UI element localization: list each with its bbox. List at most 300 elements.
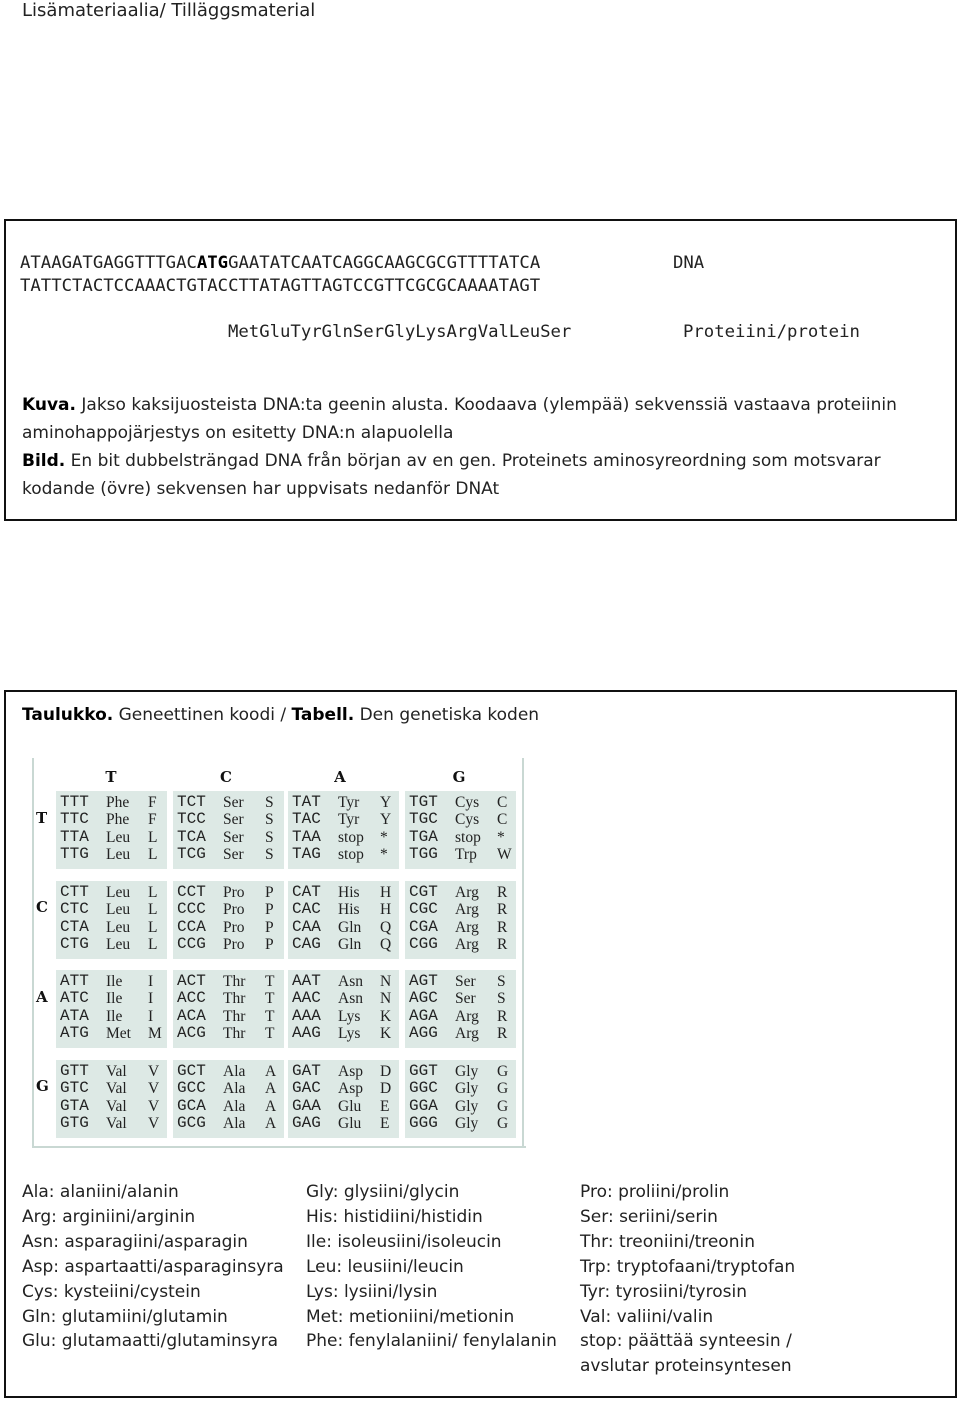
caption-sv-line2: kodande (övre) sekvensen har uppvisats nedanför DNAt — [22, 479, 500, 499]
amino-acid: Gly — [455, 1080, 479, 1098]
codon: GGA — [409, 1096, 438, 1115]
codon-row — [60, 1063, 165, 1080]
codon-row — [177, 1063, 282, 1080]
one-letter-code: D — [380, 1063, 392, 1080]
codon: TAA — [292, 827, 321, 846]
codon-row — [60, 1115, 165, 1132]
amino-acid: Arg — [455, 918, 479, 936]
codon-row — [292, 901, 397, 918]
codon-row — [177, 973, 282, 990]
amino-acid: Leu — [106, 884, 131, 901]
one-letter-code: F — [148, 811, 157, 829]
amino-acid: Thr — [223, 973, 246, 990]
one-letter-code: S — [265, 794, 274, 811]
codon-row — [409, 1115, 514, 1132]
strand-before-start: ATAAGATGAGGTTTGAC — [20, 253, 197, 273]
codon-row — [177, 1098, 282, 1115]
codon: TCA — [177, 827, 206, 846]
table-title-fi-label: Taulukko. — [22, 705, 114, 725]
row-header-first-base: A — [36, 988, 48, 1006]
codon: TTA — [60, 827, 89, 846]
amino-acid: Cys — [455, 811, 480, 829]
codon: AAA — [292, 1006, 321, 1025]
codon-row — [60, 990, 165, 1007]
amino-acid: Pro — [223, 884, 245, 901]
codon-block — [56, 1060, 167, 1138]
amino-acid: Val — [106, 1115, 127, 1133]
codon: GCG — [177, 1114, 206, 1133]
legend-item: Arg: arginiini/arginin — [22, 1206, 196, 1227]
codon-row — [292, 1115, 397, 1132]
codon: TGT — [409, 793, 438, 811]
codon-row — [292, 990, 397, 1007]
legend-item: Ser: seriini/serin — [580, 1206, 718, 1227]
codon: CTT — [60, 883, 89, 901]
one-letter-code: Q — [380, 936, 392, 954]
codon: CAC — [292, 900, 321, 919]
amino-acid: Phe — [106, 811, 130, 829]
legend-item: Thr: treoniini/treonin — [580, 1231, 755, 1252]
one-letter-code: H — [380, 884, 392, 901]
caption-swedish — [22, 447, 947, 503]
amino-acid: Ser — [223, 846, 244, 864]
codon: TCC — [177, 810, 206, 829]
amino-acid: Pro — [223, 936, 245, 954]
codon-block — [173, 970, 284, 1048]
caption-finnish — [22, 391, 947, 447]
one-letter-code: R — [497, 884, 508, 901]
codon-row — [177, 1008, 282, 1025]
codon: AGG — [409, 1024, 438, 1043]
chart-frame-right — [522, 758, 524, 1148]
codon-row — [292, 884, 397, 901]
codon: TAG — [292, 845, 321, 864]
one-letter-code: K — [380, 1007, 392, 1025]
table-title-sv: Den genetiska koden — [354, 705, 540, 725]
row-header-first-base: G — [36, 1077, 49, 1095]
codon-row — [292, 973, 397, 990]
protein-label: Proteiini/protein — [683, 322, 860, 342]
one-letter-code: T — [265, 990, 275, 1008]
column-header-second-base: A — [334, 768, 346, 786]
codon-row — [292, 1063, 397, 1080]
codon: AAT — [292, 972, 321, 990]
caption-sv-line1: En bit dubbelsträngad DNA från början av en gen. Proteinets aminosyreordning som motsvarar — [65, 451, 881, 471]
legend-item: Cys: kysteiini/cystein — [22, 1281, 201, 1302]
amino-acid: Leu — [106, 828, 131, 846]
amino-acid: Arg — [455, 901, 479, 919]
codon: CCT — [177, 883, 206, 901]
codon-row — [409, 794, 514, 811]
codon-row — [177, 919, 282, 936]
one-letter-code: A — [265, 1097, 277, 1115]
codon-row — [60, 829, 165, 846]
codon: CAG — [292, 935, 321, 954]
amino-acid: Thr — [223, 1007, 246, 1025]
codon: CGG — [409, 935, 438, 954]
legend-item: Ile: isoleusiini/isoleucin — [306, 1231, 502, 1252]
codon-row — [409, 811, 514, 828]
amino-acid: Thr — [223, 990, 246, 1008]
table-title-sv-label: Tabell. — [291, 705, 355, 725]
one-letter-code: N — [380, 990, 392, 1008]
one-letter-code: R — [497, 1007, 508, 1025]
codon: AAG — [292, 1024, 321, 1043]
dna-sequence-box — [4, 219, 957, 521]
amino-acid: Ser — [223, 794, 244, 811]
one-letter-code: L — [148, 936, 158, 954]
amino-acid: Arg — [455, 884, 479, 901]
one-letter-code: K — [380, 1025, 392, 1043]
codon-block — [173, 1060, 284, 1138]
amino-acid: Phe — [106, 794, 130, 811]
legend-item: Lys: lysiini/lysin — [306, 1281, 438, 1302]
codon-row — [60, 936, 165, 953]
one-letter-code: D — [380, 1080, 392, 1098]
legend-item: His: histidiini/histidin — [306, 1206, 483, 1227]
codon-row — [409, 1080, 514, 1097]
column-header-second-base: T — [105, 768, 117, 786]
one-letter-code: R — [497, 918, 508, 936]
amino-acid: Arg — [455, 1007, 479, 1025]
codon-row — [177, 884, 282, 901]
codon-block — [405, 881, 516, 959]
one-letter-code: G — [497, 1115, 509, 1133]
codon: GGG — [409, 1114, 438, 1133]
amino-acid: His — [338, 884, 360, 901]
caption-fi-label: Kuva. — [22, 395, 76, 415]
codon-block — [173, 791, 284, 869]
amino-acid: Thr — [223, 1025, 246, 1043]
codon-row — [60, 811, 165, 828]
codon: GCC — [177, 1079, 206, 1098]
codon-row — [177, 846, 282, 863]
one-letter-code: Y — [380, 794, 392, 811]
row-header-first-base: T — [36, 809, 48, 827]
one-letter-code: R — [497, 1025, 508, 1043]
caption-sv-label: Bild. — [22, 451, 66, 471]
codon: CCG — [177, 935, 206, 954]
codon-row — [409, 1063, 514, 1080]
codon-row — [409, 1098, 514, 1115]
dna-label: DNA — [673, 253, 705, 273]
one-letter-code: * — [380, 828, 388, 846]
legend-item: Pro: proliini/prolin — [580, 1182, 730, 1202]
codon: GAA — [292, 1096, 321, 1115]
codon-row — [177, 936, 282, 953]
amino-acid: stop — [338, 828, 364, 846]
codon-block — [405, 970, 516, 1048]
codon-row — [292, 794, 397, 811]
one-letter-code: R — [497, 936, 508, 954]
one-letter-code: * — [380, 846, 388, 864]
codon-block — [56, 791, 167, 869]
table-title — [22, 705, 539, 725]
amino-acid: Asp — [338, 1063, 363, 1080]
amino-acid: Ile — [106, 1007, 123, 1025]
legend-item: avslutar proteinsyntesen — [580, 1356, 792, 1377]
one-letter-code: T — [265, 1007, 275, 1025]
one-letter-code: P — [265, 884, 274, 901]
amino-acid: Ile — [106, 990, 123, 1008]
codon-row — [177, 811, 282, 828]
legend-column-1 — [22, 1180, 284, 1354]
amino-acid: Ser — [455, 973, 476, 990]
codon: GTC — [60, 1079, 89, 1098]
one-letter-code: A — [265, 1063, 277, 1080]
one-letter-code: V — [148, 1063, 160, 1080]
codon-row — [292, 936, 397, 953]
dna-strand-coding — [20, 252, 540, 274]
codon-row — [60, 794, 165, 811]
amino-acid: Lys — [338, 1025, 361, 1043]
codon: ACG — [177, 1024, 206, 1043]
legend-item: Gly: glysiini/glycin — [306, 1182, 460, 1202]
codon-row — [60, 901, 165, 918]
codon: GTA — [60, 1096, 89, 1115]
legend-column-2 — [306, 1180, 557, 1354]
codon-row — [409, 829, 514, 846]
amino-acid: Gly — [455, 1063, 479, 1080]
legend-item: Asn: asparagiini/asparagin — [22, 1231, 248, 1252]
one-letter-code: S — [265, 846, 274, 864]
one-letter-code: G — [497, 1080, 509, 1098]
amino-acid: Leu — [106, 936, 131, 954]
one-letter-code: W — [497, 846, 512, 864]
amino-acid: Asn — [338, 973, 363, 990]
codon-block — [405, 1060, 516, 1138]
codon-row — [409, 990, 514, 1007]
amino-acid: Trp — [455, 846, 477, 864]
one-letter-code: A — [265, 1115, 277, 1133]
codon: CGT — [409, 883, 438, 901]
column-header-second-base: G — [452, 768, 466, 786]
codon: CGA — [409, 917, 438, 936]
codon-block — [173, 881, 284, 959]
amino-acid: Cys — [455, 794, 480, 811]
legend-item: Val: valiini/valin — [580, 1306, 714, 1327]
row-header-first-base: C — [36, 898, 48, 916]
one-letter-code: I — [148, 990, 154, 1008]
one-letter-code: S — [265, 811, 274, 829]
one-letter-code: S — [265, 828, 274, 846]
amino-acid: Lys — [338, 1007, 361, 1025]
one-letter-code: L — [148, 846, 158, 864]
one-letter-code: P — [265, 901, 274, 919]
amino-acid: Leu — [106, 901, 131, 919]
codon-row — [177, 901, 282, 918]
one-letter-code: L — [148, 828, 158, 846]
one-letter-code: Q — [380, 918, 392, 936]
codon: GTG — [60, 1114, 89, 1133]
codon: GAT — [292, 1062, 321, 1080]
codon-block — [56, 881, 167, 959]
amino-acid: Gln — [338, 936, 362, 954]
legend-item: Phe: fenylalaniini/ fenylalanin — [306, 1331, 557, 1352]
codon: CCC — [177, 900, 206, 919]
codon-row — [292, 811, 397, 828]
chart-frame-left — [32, 758, 34, 1148]
codon: CGC — [409, 900, 438, 919]
legend-item: Asp: aspartaatti/asparaginsyra — [22, 1256, 284, 1277]
codon: AGA — [409, 1006, 438, 1025]
amino-acid: Arg — [455, 936, 479, 954]
one-letter-code: P — [265, 918, 274, 936]
amino-acid: Asp — [338, 1080, 363, 1098]
codon-row — [60, 846, 165, 863]
one-letter-code: V — [148, 1097, 160, 1115]
protein-sequence: MetGluTyrGlnSerGlyLysArgValLeuSer — [228, 322, 572, 342]
codon-row — [409, 1025, 514, 1042]
codon: GGC — [409, 1079, 438, 1098]
codon: GAC — [292, 1079, 321, 1098]
one-letter-code: I — [148, 973, 154, 990]
one-letter-code: M — [148, 1025, 162, 1043]
codon: ACC — [177, 989, 206, 1008]
codon: TTT — [60, 793, 89, 811]
amino-acid: Tyr — [338, 794, 360, 811]
codon-row — [409, 846, 514, 863]
codon: TTG — [60, 845, 89, 864]
amino-acid: Leu — [106, 846, 131, 864]
legend-item: Leu: leusiini/leucin — [306, 1256, 464, 1277]
codon: GTT — [60, 1062, 89, 1080]
amino-acid: Ser — [223, 811, 244, 829]
codon-row — [60, 1025, 165, 1042]
one-letter-code: E — [380, 1115, 390, 1133]
codon-row — [292, 846, 397, 863]
codon: GGT — [409, 1062, 438, 1080]
codon-row — [409, 936, 514, 953]
legend-item: stop: päättää synteesin / — [580, 1331, 792, 1352]
codon-row — [292, 1080, 397, 1097]
codon: ACT — [177, 972, 206, 990]
codon-row — [177, 1080, 282, 1097]
codon-row — [409, 884, 514, 901]
legend-item: Tyr: tyrosiini/tyrosin — [580, 1281, 747, 1302]
one-letter-code: G — [497, 1063, 509, 1080]
codon-row — [60, 919, 165, 936]
one-letter-code: C — [497, 811, 508, 829]
one-letter-code: I — [148, 1007, 154, 1025]
codon: GCT — [177, 1062, 206, 1080]
amino-acid: Ser — [223, 828, 244, 846]
codon: CAA — [292, 917, 321, 936]
codon: CCA — [177, 917, 206, 936]
amino-acid: Arg — [455, 1025, 479, 1043]
codon: CTA — [60, 917, 89, 936]
amino-acid: Pro — [223, 901, 245, 919]
amino-acid: Gln — [338, 918, 362, 936]
amino-acid: Pro — [223, 918, 245, 936]
codon: TCT — [177, 793, 206, 811]
amino-acid: stop — [455, 828, 481, 846]
amino-acid: Glu — [338, 1097, 362, 1115]
one-letter-code: S — [497, 990, 506, 1008]
codon-row — [409, 919, 514, 936]
one-letter-code: G — [497, 1097, 509, 1115]
legend-column-3 — [580, 1180, 795, 1379]
one-letter-code: L — [148, 901, 158, 919]
legend-item: Gln: glutamiini/glutamin — [22, 1306, 228, 1327]
one-letter-code: A — [265, 1080, 277, 1098]
codon: ACA — [177, 1006, 206, 1025]
chart-frame-bottom — [32, 1146, 526, 1148]
one-letter-code: S — [497, 973, 506, 990]
amino-acid: Val — [106, 1080, 127, 1098]
codon-row — [60, 1008, 165, 1025]
caption-fi-line1: Jakso kaksijuosteista DNA:ta geenin alusta. Koodaava (ylempää) sekvenssiä vastaava proteiinin — [76, 395, 897, 415]
strand-after-start: GAATATCAATCAGGCAAGCGCGTTTTATCA — [228, 253, 541, 273]
codon-row — [177, 829, 282, 846]
codon: TGC — [409, 810, 438, 829]
codon-block — [288, 970, 399, 1048]
codon: GCA — [177, 1096, 206, 1115]
codon: TAC — [292, 810, 321, 829]
codon-row — [177, 990, 282, 1007]
codon-row — [409, 1008, 514, 1025]
one-letter-code: E — [380, 1097, 390, 1115]
page-header: Lisämateriaalia/ Tilläggsmaterial — [22, 0, 316, 21]
one-letter-code: P — [265, 936, 274, 954]
codon-row — [60, 1080, 165, 1097]
codon: TAT — [292, 793, 321, 811]
one-letter-code: Y — [380, 811, 392, 829]
codon-row — [60, 1098, 165, 1115]
codon: TCG — [177, 845, 206, 864]
one-letter-code: T — [265, 1025, 275, 1043]
amino-acid: Ala — [223, 1115, 246, 1133]
amino-acid: stop — [338, 846, 364, 864]
codon: ATG — [60, 1024, 89, 1043]
codon: ATC — [60, 989, 89, 1008]
one-letter-code: C — [497, 794, 508, 811]
codon-row — [60, 884, 165, 901]
amino-acid: Val — [106, 1097, 127, 1115]
codon: CTC — [60, 900, 89, 919]
codon-row — [292, 829, 397, 846]
one-letter-code: H — [380, 901, 392, 919]
table-title-fi: Geneettinen koodi / — [113, 705, 292, 725]
one-letter-code: L — [148, 884, 158, 901]
caption-fi-line2: aminohappojärjestys on esitetty DNA:n alapuolella — [22, 423, 454, 443]
codon-row — [177, 1025, 282, 1042]
codon-block — [405, 791, 516, 869]
dna-strand-template: TATTCTACTCCAAACTGTACCTTATAGTTAGTCCGTTCGCGCAAAATAGT — [20, 276, 541, 296]
legend-item: Met: metioniini/metionin — [306, 1306, 515, 1327]
codon-row — [60, 973, 165, 990]
codon-chart — [26, 754, 524, 1148]
codon: TTC — [60, 810, 89, 829]
amino-acid: Tyr — [338, 811, 360, 829]
codon: TGG — [409, 845, 438, 864]
one-letter-code: R — [497, 901, 508, 919]
column-header-second-base: C — [220, 768, 232, 786]
amino-acid: Val — [106, 1063, 127, 1080]
legend-item: Glu: glutamaatti/glutaminsyra — [22, 1331, 279, 1352]
amino-acid: Asn — [338, 990, 363, 1008]
codon-row — [409, 973, 514, 990]
amino-acid: Ser — [455, 990, 476, 1008]
codon: CAT — [292, 883, 321, 901]
codon-row — [177, 794, 282, 811]
amino-acid: Ala — [223, 1080, 246, 1098]
codon-block — [56, 970, 167, 1048]
codon-row — [292, 919, 397, 936]
amino-acid: Gly — [455, 1115, 479, 1133]
amino-acid: His — [338, 901, 360, 919]
codon: ATT — [60, 972, 89, 990]
